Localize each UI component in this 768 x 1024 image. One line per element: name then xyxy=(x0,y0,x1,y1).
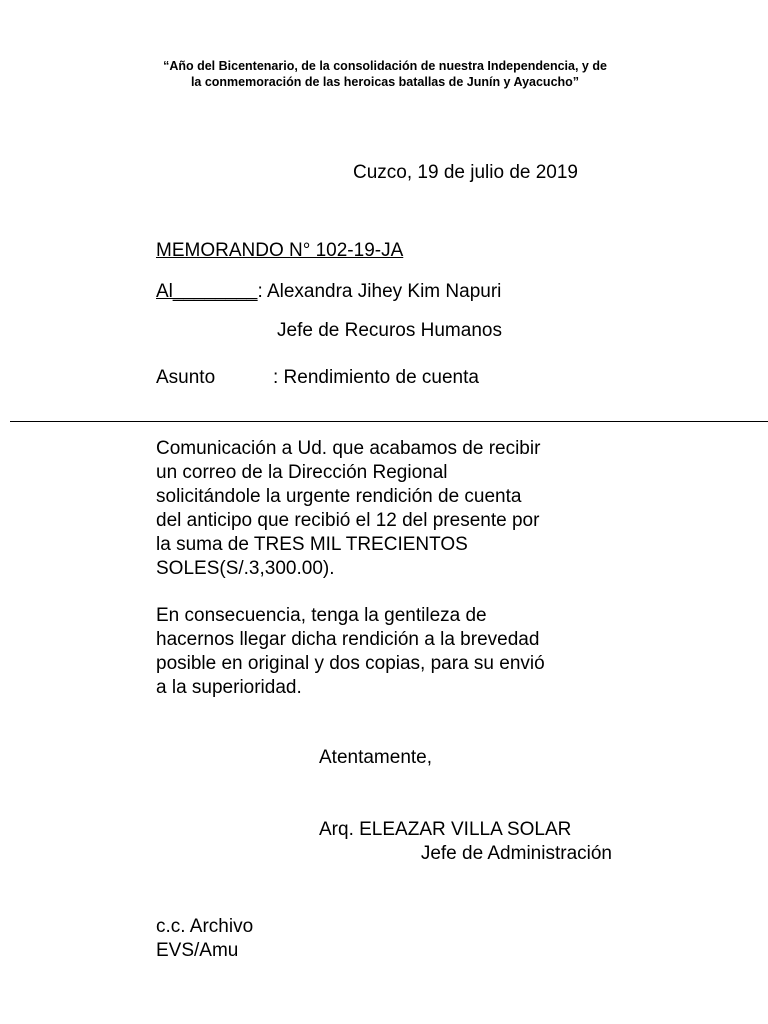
to-name: : Alexandra Jihey Kim Napuri xyxy=(257,281,502,302)
signature-title: Jefe de Administración xyxy=(420,843,612,864)
subject-label: Asunto xyxy=(156,367,216,388)
body-line: En consecuencia, tenga la gentileza de xyxy=(156,605,487,626)
closing: Atentamente, xyxy=(319,747,433,768)
to-label: Al________ xyxy=(156,281,258,302)
cc-line-2: EVS/Amu xyxy=(156,940,239,961)
body-line: del anticipo que recibió el 12 del presente por xyxy=(156,510,540,531)
cc-line-1: c.c. Archivo xyxy=(156,916,254,937)
to-position: Jefe de Recuros Humanos xyxy=(277,320,502,341)
body-line: posible en original y dos copias, para su envió xyxy=(156,653,545,674)
body-line: un correo de la Dirección Regional xyxy=(156,462,448,483)
signature-name: Arq. ELEAZAR VILLA SOLAR xyxy=(319,819,572,840)
body-line: hacernos llegar dicha rendición a la brevedad xyxy=(156,629,540,650)
header-line-2: la conmemoración de las heroicas batallas de Junín y Ayacucho” xyxy=(190,75,580,89)
subject-text: : Rendimiento de cuenta xyxy=(273,367,479,388)
body-paragraph-2 xyxy=(156,604,626,700)
body-line: a la superioridad. xyxy=(156,677,302,698)
memo-number: MEMORANDO N° 102-19-JA xyxy=(156,240,404,261)
body-line: Comunicación a Ud. que acabamos de recibir xyxy=(156,438,541,459)
body-line: solicitándole la urgente rendición de cuenta xyxy=(156,486,522,507)
divider xyxy=(10,421,768,422)
body-paragraph-1 xyxy=(156,437,626,581)
to-line xyxy=(156,280,501,304)
date-line: Cuzco, 19 de julio de 2019 xyxy=(353,162,578,183)
body-line: la suma de TRES MIL TRECIENTOS xyxy=(156,534,468,555)
header-line-1: “Año del Bicentenario, de la consolidación de nuestra Independencia, y de xyxy=(163,59,607,73)
header-motto xyxy=(150,58,620,90)
body-line: SOLES(S/.3,300.00). xyxy=(156,558,335,579)
